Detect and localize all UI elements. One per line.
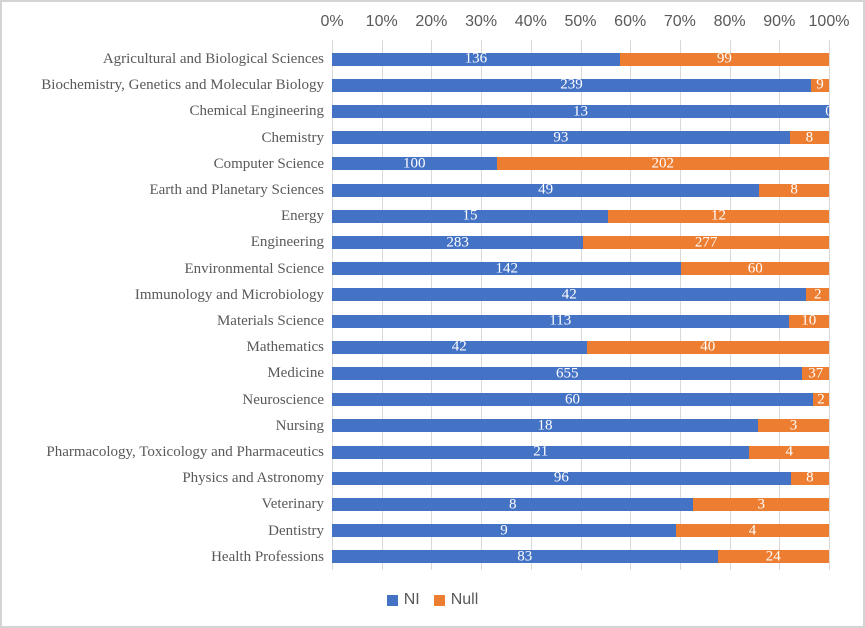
ni-value-label: 96 [553, 469, 569, 486]
x-tick-label: 50% [564, 13, 597, 30]
null-value-label: 8 [790, 181, 798, 198]
legend-item-ni [387, 591, 420, 609]
x-tick-label: 0% [320, 13, 344, 30]
bar-row [332, 393, 829, 406]
category-label: Chemical Engineering [189, 103, 324, 120]
null-value-label: 277 [694, 234, 718, 250]
x-tick-label: 10% [365, 13, 398, 30]
null-value-label: 10 [801, 312, 817, 329]
category-label: Immunology and Microbiology [134, 286, 324, 303]
null-value-label: 99 [716, 50, 732, 67]
null-value-label: 8 [805, 129, 814, 146]
bar-row [332, 181, 829, 198]
category-label: Health Professions [211, 548, 324, 565]
ni-value-label: 9 [500, 522, 508, 539]
x-tick-label: 70% [663, 13, 696, 30]
category-label: Computer Science [213, 155, 324, 172]
x-tick-label: 40% [514, 13, 547, 30]
legend-label: NI [403, 591, 420, 608]
legend [2, 591, 863, 609]
ni-value-label: 136 [464, 50, 488, 67]
ni-value-label: 113 [549, 312, 572, 329]
category-label: Veterinary [261, 496, 324, 513]
category-label: Biochemistry, Genetics and Molecular Biology [41, 77, 324, 94]
category-label: Neuroscience [242, 391, 324, 408]
ni-value-label: 8 [508, 496, 517, 512]
bar-row [332, 288, 829, 301]
null-value-label: 2 [813, 286, 822, 303]
bar-row [332, 76, 829, 93]
ni-value-label: 49 [538, 181, 554, 198]
bar-row [332, 367, 829, 380]
null-value-label: 9 [816, 76, 824, 93]
bar-row [332, 207, 829, 224]
ni-value-label: 239 [560, 76, 583, 93]
ni-value-label: 21 [533, 443, 549, 460]
category-label: Pharmacology, Toxicology and Pharmaceutics [46, 444, 324, 460]
bar-row [332, 236, 829, 249]
ni-value-label: 655 [555, 365, 579, 381]
null-value-label: 40 [700, 338, 716, 355]
null-value-label: 0 [825, 103, 833, 119]
bar-row [332, 419, 829, 432]
bar-row [332, 312, 829, 329]
bar-row [332, 338, 829, 355]
bar-row [332, 131, 829, 144]
plot-area [332, 46, 833, 570]
category-label: Nursing [275, 417, 324, 434]
null-value-label: 2 [817, 391, 825, 408]
legend-swatch-ni [387, 595, 398, 606]
ni-value-label: 83 [517, 548, 533, 565]
category-label: Medicine [267, 365, 324, 382]
x-tick-label: 30% [465, 13, 498, 30]
null-value-label: 202 [651, 155, 675, 172]
ni-value-label: 42 [451, 338, 467, 355]
bar-row [332, 524, 829, 537]
ni-value-label: 100 [403, 155, 426, 172]
null-value-label: 24 [765, 548, 781, 565]
null-value-label: 60 [747, 260, 763, 277]
ni-value-label: 93 [553, 129, 569, 146]
category-label: Mathematics [246, 339, 324, 356]
category-label: Physics and Astronomy [182, 470, 324, 487]
null-value-label: 4 [748, 522, 757, 539]
null-value-label: 8 [806, 469, 814, 486]
bar-row [332, 498, 829, 511]
null-value-label: 3 [789, 417, 798, 434]
x-tick-label: 80% [713, 13, 746, 30]
legend-swatch-null [434, 595, 445, 606]
category-label: Engineering [250, 234, 324, 251]
null-value-label: 12 [711, 207, 727, 224]
category-label: Agricultural and Biological Sciences [102, 51, 324, 67]
x-tick-label: 20% [415, 13, 448, 30]
bar-row [332, 443, 829, 460]
category-label: Dentistry [268, 522, 324, 539]
ni-value-label: 42 [561, 286, 577, 303]
category-label: Chemistry [261, 129, 324, 146]
bar-row [332, 157, 829, 170]
category-label: Materials Science [216, 313, 324, 329]
ni-value-label: 60 [564, 391, 580, 408]
legend-item-null [434, 591, 479, 609]
bar-row [332, 262, 829, 275]
ni-value-label: 18 [537, 417, 553, 434]
x-tick-label: 100% [808, 13, 850, 30]
category-label: Environmental Science [184, 260, 324, 277]
x-tick-label: 90% [763, 13, 796, 30]
ni-value-label: 15 [462, 207, 478, 224]
legend-label: Null [450, 591, 479, 608]
null-value-label: 4 [785, 443, 793, 460]
x-tick-label: 60% [614, 13, 647, 30]
ni-value-label: 13 [573, 103, 588, 119]
bar-row [332, 103, 833, 119]
null-value-label: 3 [757, 496, 765, 512]
ni-value-label: 142 [495, 260, 518, 277]
ni-value-label: 283 [446, 234, 469, 250]
gridline [829, 40, 830, 570]
bar-row [332, 50, 829, 67]
category-label: Earth and Planetary Sciences [149, 182, 324, 198]
null-value-label: 37 [808, 365, 824, 381]
bar-row [332, 469, 829, 486]
category-label: Energy [280, 208, 324, 225]
bar-row [332, 550, 829, 563]
